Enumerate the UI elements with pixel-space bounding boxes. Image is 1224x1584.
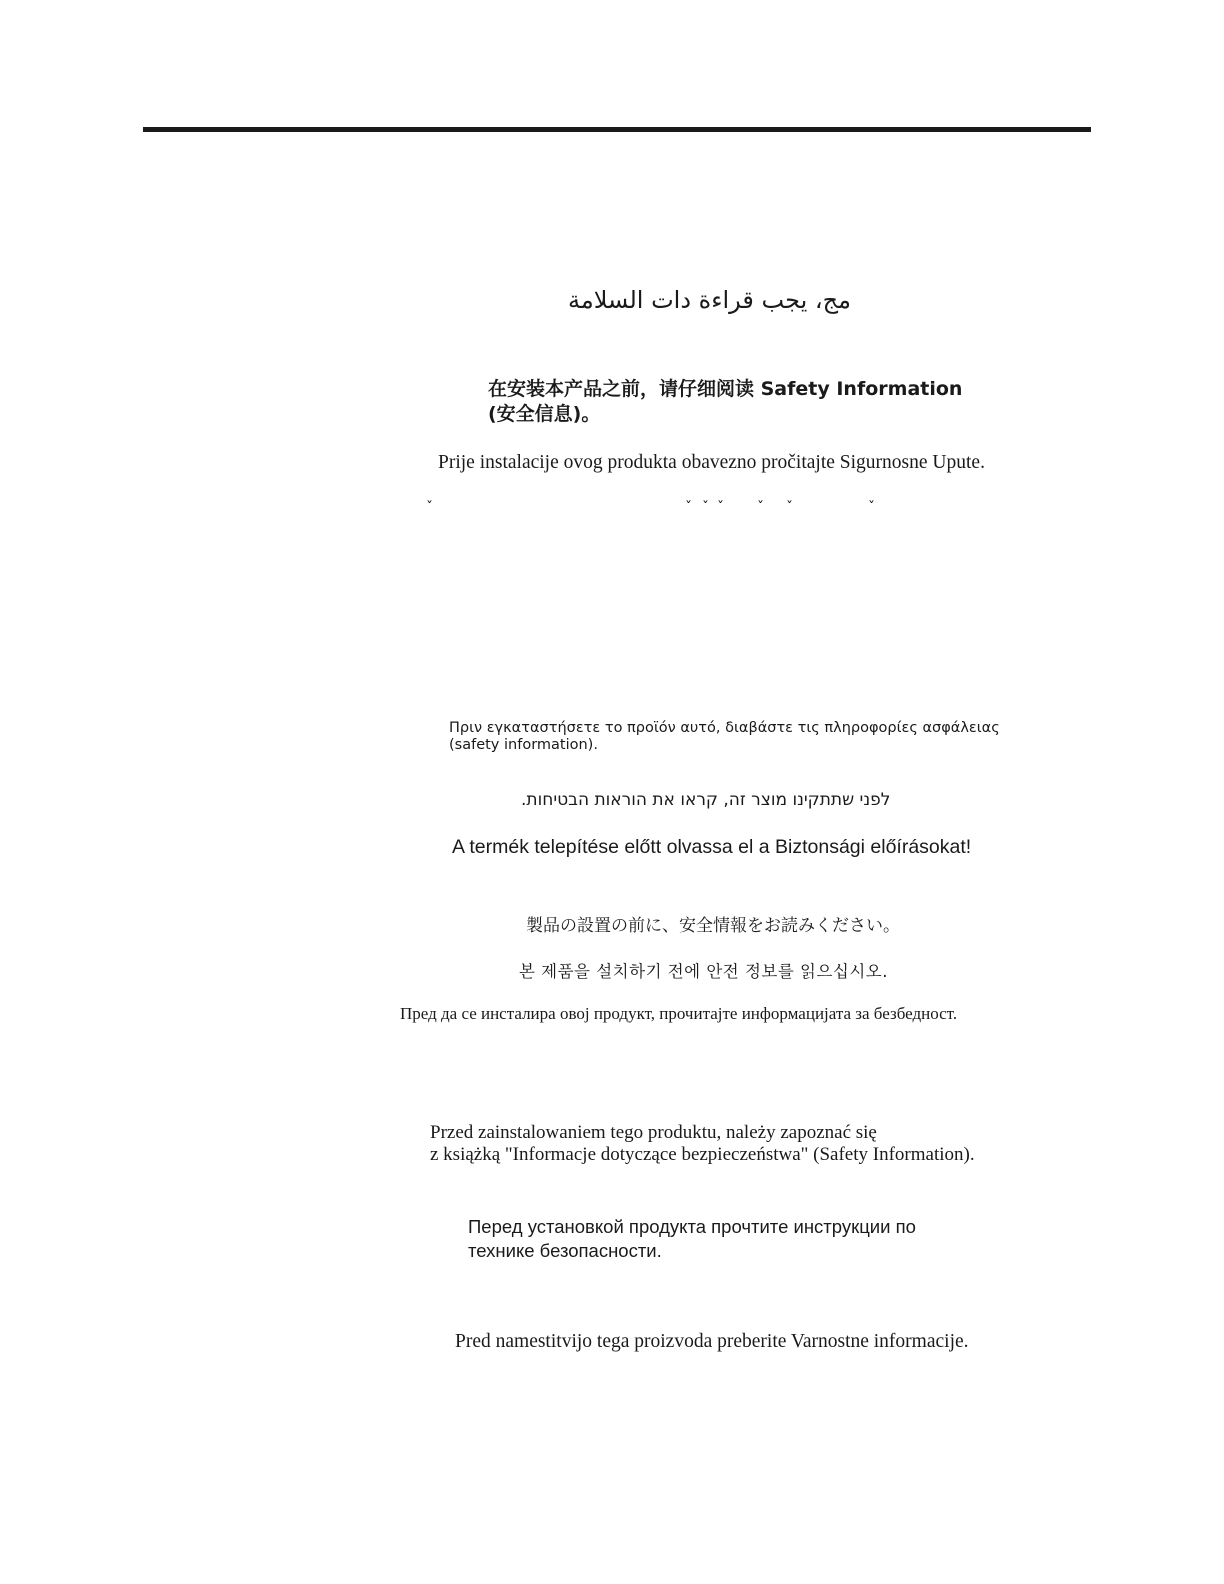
czech-caron-mark: ˇ bbox=[717, 500, 724, 516]
czech-caron-mark: ˇ bbox=[426, 500, 433, 516]
notice-croatian: Prije instalacije ovog produkta obavezno pročitajte Sigurnosne Upute. bbox=[438, 452, 985, 473]
notice-arabic: مج، يجب قراءة دات السلامة bbox=[568, 286, 851, 314]
notice-greek-line1: Πριν εγκαταστήσετε το προϊόν αυτό, διαβάστε τις πληροφορίες ασφάλειας bbox=[449, 720, 1000, 736]
notice-korean: 본 제품을 설치하기 전에 안전 정보를 읽으십시오. bbox=[519, 962, 888, 981]
notice-japanese: 製品の設置の前に、安全情報をお読みください。 bbox=[526, 916, 900, 936]
notice-hebrew: לפני שתתקינו מוצר זה, קראו את הוראות הבטיחות. bbox=[521, 790, 891, 810]
notice-polish-line2: z książką "Informacje dotyczące bezpieczeństwa" (Safety Information). bbox=[430, 1144, 975, 1165]
notice-greek-line2: (safety information). bbox=[449, 737, 598, 753]
czech-caron-mark: ˇ bbox=[868, 500, 875, 516]
notice-slovenian: Pred namestitvijo tega proizvoda preberite Varnostne informacije. bbox=[455, 1331, 969, 1352]
notice-hungarian: A termék telepítése előtt olvassa el a Biztonsági előírásokat! bbox=[452, 836, 972, 858]
notice-russian-line1: Перед установкой продукта прочтите инструкции по bbox=[468, 1216, 916, 1237]
czech-caron-mark: ˇ bbox=[757, 500, 764, 516]
notice-macedonian: Пред да се инсталира овој продукт, прочитајте информацијата за безбедност. bbox=[400, 1004, 958, 1023]
czech-caron-mark: ˇ bbox=[685, 500, 692, 516]
notice-chinese-line2: (安全信息)。 bbox=[488, 403, 601, 425]
notice-chinese-line1: 在安装本产品之前，请仔细阅读 Safety Information bbox=[488, 378, 963, 400]
header-rule bbox=[143, 127, 1091, 132]
czech-caron-mark: ˇ bbox=[786, 500, 793, 516]
notice-russian-line2: технике безопасности. bbox=[468, 1240, 662, 1261]
notice-polish-line1: Przed zainstalowaniem tego produktu, należy zapoznać się bbox=[430, 1122, 877, 1143]
czech-caron-mark: ˇ bbox=[702, 500, 709, 516]
